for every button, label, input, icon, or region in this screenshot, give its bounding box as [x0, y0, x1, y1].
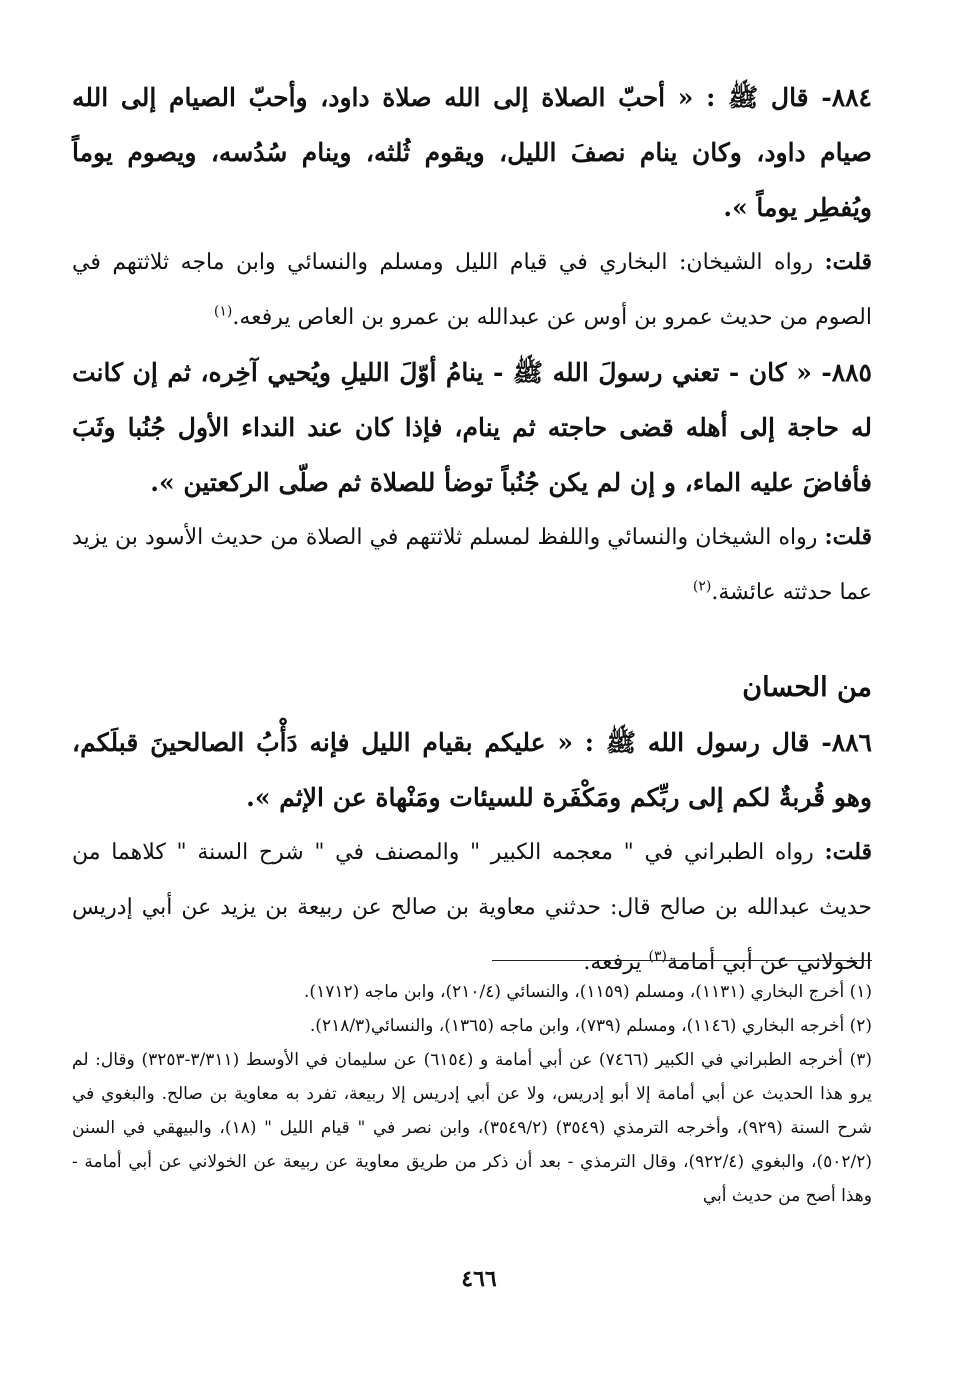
commentary-text-end: يرفعه.: [583, 950, 649, 975]
main-text: [72, 70, 872, 990]
footnote-ref-3[interactable]: (٣): [648, 948, 667, 965]
footnote-1: (١) أخرج البخاري (١١٣١)، ومسلم (١١٥٩)، والنسائي (٢١٠/٤)، وابن ماجه (١٧١٢).: [304, 982, 872, 1002]
commentary-text: رواه الطبراني في " معجمه الكبير " والمصنف في " شرح السنة " كلاهما من حديث عبدالله بن صالح قال: حدثني معاوية بن صالح عن ربيعة بن يزيد عن أبي إدريس الخولاني عن أبي أمامة: [72, 840, 872, 975]
footnote-3: (٣) أخرجه الطبراني في الكبير (٧٤٦٦) عن أبي أمامة و (٦١٥٤) عن سليمان في الأوسط (٣/٣١١-٣٢٥٣) وقال: لم يرو هذا الحديث عن أبي أمامة إلا أبو إدريس، ولا عن أبي إدريس إلا ربيعة، تفرد به معاوية بن صالح. والبغوي في شرح السنة (٩٢٩)، وأخرجه الترمذي (٣٥٤٩) (٣٥٤٩/٢)، وابن نصر في " قيام الليل " (١٨)، والبيهقي في السنن (٥٠٢/٢)، والبغوي (٩٢٢/٤)، وقال الترمذي - بعد أن ذكر من طريق معاوية عن ربيعة عن الخولاني عن أبي أمامة - وهذا أصح من حديث أبي: [72, 1050, 873, 1206]
page-number: ٤٦٦: [461, 1266, 497, 1292]
section-heading: من الحسان: [742, 672, 872, 703]
commentary-884: [72, 235, 872, 345]
commentary-label: قلت:: [824, 524, 872, 550]
commentary-label: قلت:: [824, 839, 872, 865]
commentary-text: رواه الشيخان: البخاري في قيام الليل ومسلم والنسائي وابن ماجه ثلاثتهم في الصوم من حديث عمرو بن أوس عن عبدالله بن عمرو بن العاص يرفعه.: [72, 250, 872, 330]
hadith-884: ٨٨٤- قال ﷺ : « أحبّ الصلاة إلى الله صلاة داود، وأحبّ الصيام إلى الله صيام داود، وكان ينام نصفَ الليل، ويقوم ثُلثه، وينام سُدُسه، ويصوم يوماً ويُفطِر يوماً ».: [72, 83, 872, 222]
hadith-885: ٨٨٥- « كان - تعني رسولَ الله ﷺ - ينامُ أوّلَ الليلِ ويُحيي آخِره، ثم إن كانت له حاجة إلى أهله قضى حاجته ثم ينام، فإذا كان عند النداء الأول جُنُبا وثَبَ فأفاضَ عليه الماء، و إن لم يكن جُنُباً توضأ للصلاة ثم صلّى الركعتين ».: [72, 358, 872, 497]
commentary-885: [72, 510, 872, 620]
footnotes: [72, 960, 872, 1213]
footnote-list: [72, 975, 872, 1213]
footnote-ref-2[interactable]: (٢): [692, 578, 712, 595]
footnote-2: (٢) أخرجه البخاري (١١٤٦)، ومسلم (٧٣٩)، وابن ماجه (١٣٦٥)، والنسائي(٢١٨/٣).: [309, 1016, 872, 1036]
footnote-divider: [492, 960, 872, 961]
hadith-886: ٨٨٦- قال رسول الله ﷺ : « عليكم بقيام الليل فإنه دَأْبُ الصالحينَ قبلَكم، وهو قُربةٌ لكم إلى ربِّكم ومَكْفَرة للسيئات ومَنْهاة عن الإثم ».: [72, 728, 872, 812]
commentary-text: رواه الشيخان والنسائي واللفظ لمسلم ثلاثتهم في الصلاة من حديث الأسود بن يزيد عما حدثته عائشة.: [72, 525, 872, 605]
commentary-label: قلت:: [824, 249, 872, 275]
footnote-ref-1[interactable]: (١): [213, 303, 233, 320]
